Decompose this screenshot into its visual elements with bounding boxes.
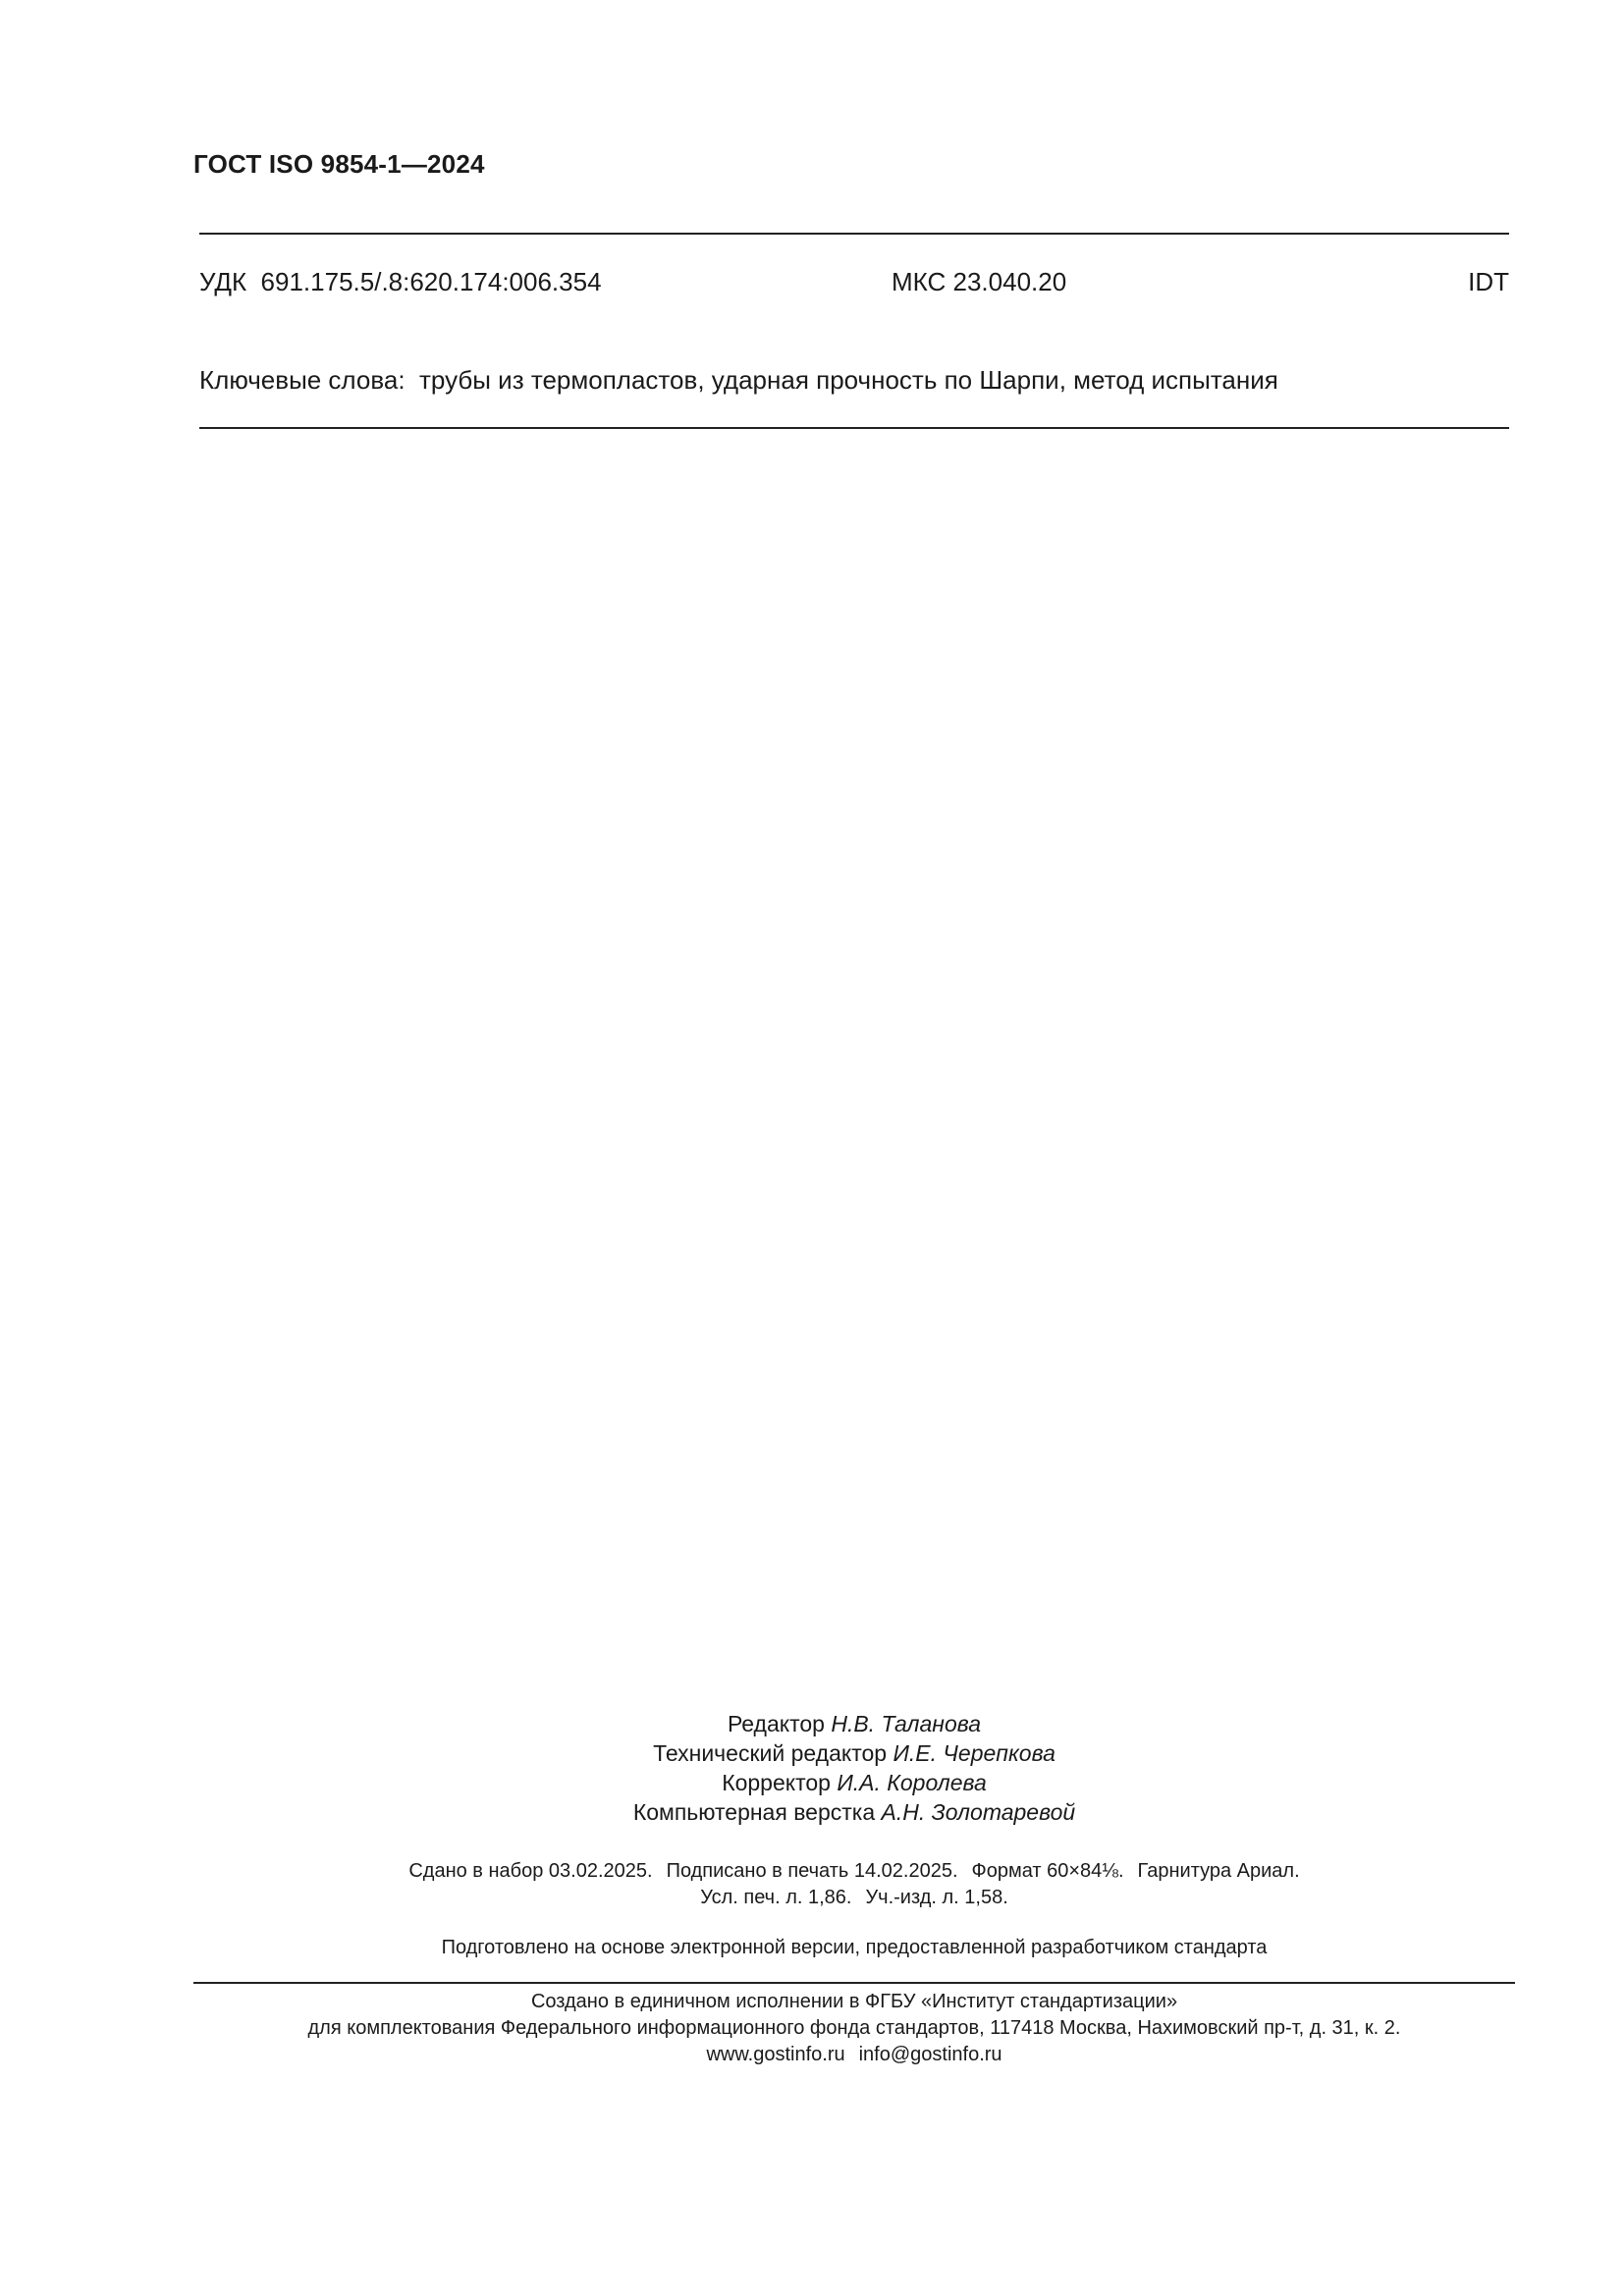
website-link[interactable]: www.gostinfo.ru (706, 2044, 845, 2065)
footer-divider (193, 1982, 1515, 1984)
keywords-text: трубы из термопластов, ударная прочность по Шарпи, метод испытания (419, 365, 1278, 395)
keywords-label: Ключевые слова: (199, 365, 406, 395)
credit-person: И.А. Королева (837, 1770, 987, 1795)
top-divider (199, 233, 1509, 235)
footer-line-1: Создано в единичном исполнении в ФГБУ «Институт стандартизации» (530, 1991, 1178, 2012)
keywords-divider (199, 427, 1509, 429)
prepared-note: Подготовлено на основе электронной версии, предоставленной разработчиком стандарта (441, 1937, 1268, 1958)
publisher-sheets: Уч.-изд. л. 1,58. (865, 1887, 1008, 1908)
credit-editor (0, 1709, 1624, 1738)
signed-date: Подписано в печать 14.02.2025. (666, 1860, 958, 1882)
print-info-line-1 (0, 1858, 1624, 1885)
credit-person: А.Н. Золотаревой (881, 1799, 1076, 1825)
keywords-line (199, 365, 1278, 396)
email-link[interactable]: info@gostinfo.ru (858, 2044, 1002, 2065)
typeface: Гарнитура Ариал. (1137, 1860, 1300, 1882)
credit-proofreader (0, 1768, 1624, 1797)
credit-role: Корректор (722, 1770, 831, 1795)
print-info-line-2 (0, 1885, 1624, 1911)
credit-person: И.Е. Черепкова (893, 1740, 1056, 1766)
footer-line-2: для комплектования Федерального информационного фонда стандартов, 117418 Москва, Нахимовский пр-т, д. 31, к. 2. (307, 2017, 1401, 2039)
editorial-credits (0, 1709, 1624, 1827)
print-sheets: Усл. печ. л. 1,86. (700, 1887, 852, 1908)
classification-row (199, 267, 1509, 300)
credit-role: Редактор (727, 1711, 825, 1736)
paper-format: Формат 60×84⅛. (971, 1860, 1124, 1882)
correspondence-degree: IDT (1468, 267, 1509, 296)
print-information (0, 1858, 1624, 1911)
credit-person: Н.В. Таланова (831, 1711, 982, 1736)
submitted-date: Сдано в набор 03.02.2025. (408, 1860, 653, 1882)
credit-technical-editor (0, 1738, 1624, 1768)
footer-contacts (0, 2042, 1624, 2068)
credit-role: Компьютерная верстка (632, 1799, 876, 1825)
document-code: ГОСТ ISO 9854-1—2024 (193, 149, 485, 179)
credit-role: Технический редактор (653, 1740, 888, 1766)
mks-code: МКС 23.040.20 (892, 267, 1067, 296)
publisher-footer (0, 1989, 1624, 2068)
udk-code: УДК 691.175.5/.8:620.174:006.354 (199, 267, 602, 296)
credit-layout (0, 1797, 1624, 1827)
